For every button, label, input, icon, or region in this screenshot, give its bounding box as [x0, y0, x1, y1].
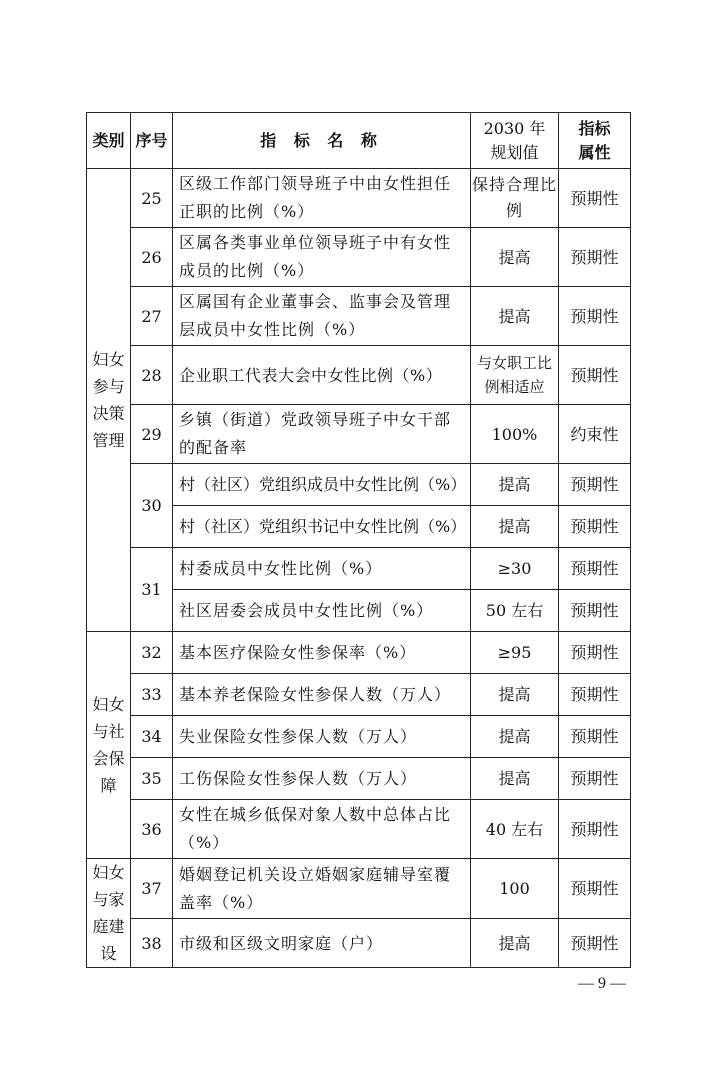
- indicator-attribute: 约束性: [559, 405, 631, 464]
- indicator-name: 区属各类事业单位领导班子中有女性成员的比例（%）: [173, 228, 471, 287]
- header-no: 序号: [131, 113, 173, 169]
- row-number: 33: [131, 674, 173, 716]
- indicator-name: 村委成员中女性比例（%）: [173, 548, 471, 590]
- row-number: 27: [131, 287, 173, 346]
- row-number: 31: [131, 548, 173, 632]
- row-number: 37: [131, 859, 173, 919]
- table-row: [87, 758, 631, 800]
- indicator-attribute: 预期性: [559, 228, 631, 287]
- target-value: 提高: [471, 506, 559, 548]
- header-attr: [559, 113, 631, 169]
- row-number: 30: [131, 464, 173, 548]
- table-row: [87, 919, 631, 968]
- indicator-name: 失业保险女性参保人数（万人）: [173, 716, 471, 758]
- indicator-attribute: 预期性: [559, 919, 631, 968]
- indicator-name: 村（社区）党组织成员中女性比例（%）: [173, 464, 471, 506]
- row-number: 26: [131, 228, 173, 287]
- indicator-name: 企业职工代表大会中女性比例（%）: [173, 346, 471, 405]
- indicator-attribute: 预期性: [559, 674, 631, 716]
- indicator-attribute: 预期性: [559, 548, 631, 590]
- header-attr-line2: 属性: [578, 142, 611, 162]
- indicator-attribute: 预期性: [559, 800, 631, 859]
- target-value: ≥95: [471, 632, 559, 674]
- target-value: 100%: [471, 405, 559, 464]
- category-line: 设: [100, 944, 117, 963]
- target-value: 100: [471, 859, 559, 919]
- row-number: 38: [131, 919, 173, 968]
- row-number: 35: [131, 758, 173, 800]
- indicator-name: 村（社区）党组织书记中女性比例（%）: [173, 506, 471, 548]
- target-value: ≥30: [471, 548, 559, 590]
- header-row: [87, 113, 631, 169]
- indicator-attribute: 预期性: [559, 169, 631, 228]
- table-row: [87, 464, 631, 506]
- indicator-name: 市级和区级文明家庭（户）: [173, 919, 471, 968]
- category-line: 妇女: [92, 863, 125, 882]
- target-value: 提高: [471, 758, 559, 800]
- row-number: 28: [131, 346, 173, 405]
- header-target: [471, 113, 559, 169]
- row-number: 29: [131, 405, 173, 464]
- category-line: 决策: [92, 404, 125, 423]
- header-attr-line1: 指标: [578, 118, 611, 138]
- indicator-name: 基本养老保险女性参保人数（万人）: [173, 674, 471, 716]
- target-value: 与女职工比例相适应: [471, 346, 559, 405]
- category-line: 妇女: [92, 695, 125, 714]
- indicator-name: 工伤保险女性参保人数（万人）: [173, 758, 471, 800]
- target-value: 40 左右: [471, 800, 559, 859]
- target-value: 提高: [471, 287, 559, 346]
- indicator-name: 区级工作部门领导班子中由女性担任正职的比例（%）: [173, 169, 471, 228]
- table-row: [87, 674, 631, 716]
- row-number: 34: [131, 716, 173, 758]
- table-row: [87, 859, 631, 919]
- category-line: 会保: [92, 749, 125, 768]
- header-name: 指 标 名 称: [173, 113, 471, 169]
- category-line: 与家: [92, 890, 125, 909]
- category-cell: [87, 632, 131, 859]
- category-line: 管理: [92, 431, 125, 450]
- target-value: 提高: [471, 716, 559, 758]
- indicator-name: 基本医疗保险女性参保率（%）: [173, 632, 471, 674]
- table-row: [87, 800, 631, 859]
- indicator-name: 社区居委会成员中女性比例（%）: [173, 590, 471, 632]
- row-number: 36: [131, 800, 173, 859]
- category-line: 障: [100, 776, 117, 795]
- table-row: [87, 405, 631, 464]
- target-value: 提高: [471, 464, 559, 506]
- indicator-table: [86, 112, 631, 968]
- header-target-line2: 规划值: [490, 142, 539, 162]
- table-row: [87, 287, 631, 346]
- indicator-name: 婚姻登记机关设立婚姻家庭辅导室覆盖率（%）: [173, 859, 471, 919]
- indicator-attribute: 预期性: [559, 716, 631, 758]
- indicator-name: 乡镇（街道）党政领导班子中女干部的配备率: [173, 405, 471, 464]
- table-row: [87, 632, 631, 674]
- table-row: [87, 169, 631, 228]
- table-row: [87, 346, 631, 405]
- page-number: — 9 —: [578, 975, 626, 992]
- indicator-attribute: 预期性: [559, 859, 631, 919]
- indicator-attribute: 预期性: [559, 287, 631, 346]
- category-line: 妇女: [92, 350, 125, 369]
- indicator-attribute: 预期性: [559, 758, 631, 800]
- header-target-line1: 2030 年: [483, 118, 546, 138]
- indicator-attribute: 预期性: [559, 346, 631, 405]
- table-row: [87, 548, 631, 590]
- table-row: [87, 716, 631, 758]
- indicator-attribute: 预期性: [559, 506, 631, 548]
- table-row: [87, 228, 631, 287]
- target-value: 保持合理比例: [471, 169, 559, 228]
- indicator-name: 区属国有企业董事会、监事会及管理层成员中女性比例（%）: [173, 287, 471, 346]
- row-number: 32: [131, 632, 173, 674]
- header-category: 类别: [87, 113, 131, 169]
- target-value: 50 左右: [471, 590, 559, 632]
- target-value: 提高: [471, 228, 559, 287]
- indicator-name: 女性在城乡低保对象人数中总体占比（%）: [173, 800, 471, 859]
- indicator-attribute: 预期性: [559, 464, 631, 506]
- target-value: 提高: [471, 674, 559, 716]
- category-line: 参与: [92, 377, 125, 396]
- category-cell: [87, 859, 131, 968]
- row-number: 25: [131, 169, 173, 228]
- category-line: 与社: [92, 722, 125, 741]
- category-line: 庭建: [92, 917, 125, 936]
- target-value: 提高: [471, 919, 559, 968]
- category-cell: [87, 169, 131, 632]
- indicator-attribute: 预期性: [559, 632, 631, 674]
- indicator-attribute: 预期性: [559, 590, 631, 632]
